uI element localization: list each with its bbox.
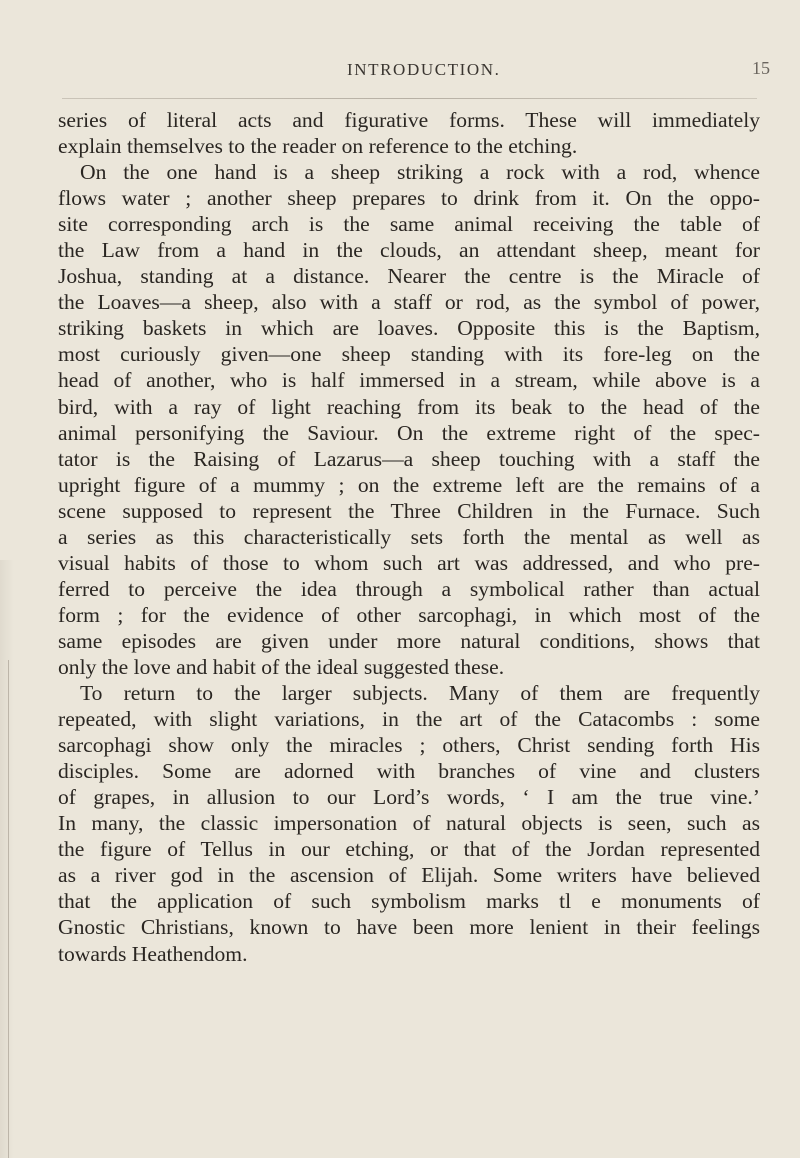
text-line: as a river god in the ascension of Elijah. Some writers have believed <box>58 863 760 888</box>
text-line: Gnostic Christians, known to have been more lenient in their feelings <box>58 915 760 940</box>
text-line: that the application of such symbolism marks tl e monuments of <box>58 889 760 914</box>
text-line: bird, with a ray of light reaching from its beak to the head of the <box>58 394 760 419</box>
text-line: series of literal acts and figurative forms. These will immediately <box>58 108 760 132</box>
text-line: animal personifying the Saviour. On the extreme right of the spec- <box>58 420 760 445</box>
text-line: a series as this characteristically sets forth the mental as well as <box>58 524 760 549</box>
page-number: 15 <box>752 58 770 78</box>
running-title: INTRODUCTION. <box>347 60 501 79</box>
text-line: form ; for the evidence of other sarcophagi, in which most of the <box>58 602 760 627</box>
text-line: scene supposed to represent the Three Children in the Furnace. Such <box>58 498 760 523</box>
text-line: head of another, who is half immersed in a stream, while above is a <box>58 368 760 393</box>
text-line: Joshua, standing at a distance. Nearer the centre is the Miracle of <box>58 264 760 289</box>
text-line: explain themselves to the reader on reference to the etching. <box>58 134 578 159</box>
text-line: To return to the larger subjects. Many of them are frequently <box>80 681 760 706</box>
text-line: the Law from a hand in the clouds, an attendant sheep, meant for <box>58 238 760 263</box>
text-line: repeated, with slight variations, in the art of the Catacombs : some <box>58 707 760 732</box>
text-line: site corresponding arch is the same animal receiving the table of <box>58 212 760 237</box>
binding-shadow <box>0 560 14 1158</box>
text-line: most curiously given—one sheep standing with its fore-leg on the <box>58 342 760 367</box>
text-line: upright figure of a mummy ; on the extreme left are the remains of a <box>58 472 760 497</box>
text-line: tator is the Raising of Lazarus—a sheep touching with a staff the <box>58 446 760 471</box>
text-line: towards Heathendom. <box>58 941 248 966</box>
text-line: of grapes, in allusion to our Lord’s words, ‘ I am the true vine.’ <box>58 785 760 810</box>
text-line: sarcophagi show only the miracles ; others, Christ sending forth His <box>58 733 760 758</box>
binding-edge-line <box>8 660 9 1158</box>
text-line: the figure of Tellus in our etching, or that of the Jordan represented <box>58 837 760 862</box>
text-line: On the one hand is a sheep striking a rock with a rod, whence <box>80 160 760 185</box>
text-line: striking baskets in which are loaves. Opposite this is the Baptism, <box>58 316 760 341</box>
body-text <box>58 107 760 967</box>
header-rule <box>62 98 757 99</box>
text-line: only the love and habit of the ideal suggested these. <box>58 654 505 679</box>
running-head <box>0 56 800 86</box>
text-line: same episodes are given under more natural conditions, shows that <box>58 628 760 653</box>
text-line: visual habits of those to whom such art was addressed, and who pre- <box>58 550 760 575</box>
text-line: ferred to perceive the idea through a symbolical rather than actual <box>58 576 760 601</box>
text-line: In many, the classic impersonation of natural objects is seen, such as <box>58 811 760 836</box>
text-line: disciples. Some are adorned with branches of vine and clusters <box>58 759 760 784</box>
text-line: the Loaves—a sheep, also with a staff or rod, as the symbol of power, <box>58 290 760 315</box>
text-line: flows water ; another sheep prepares to drink from it. On the oppo- <box>58 186 760 211</box>
